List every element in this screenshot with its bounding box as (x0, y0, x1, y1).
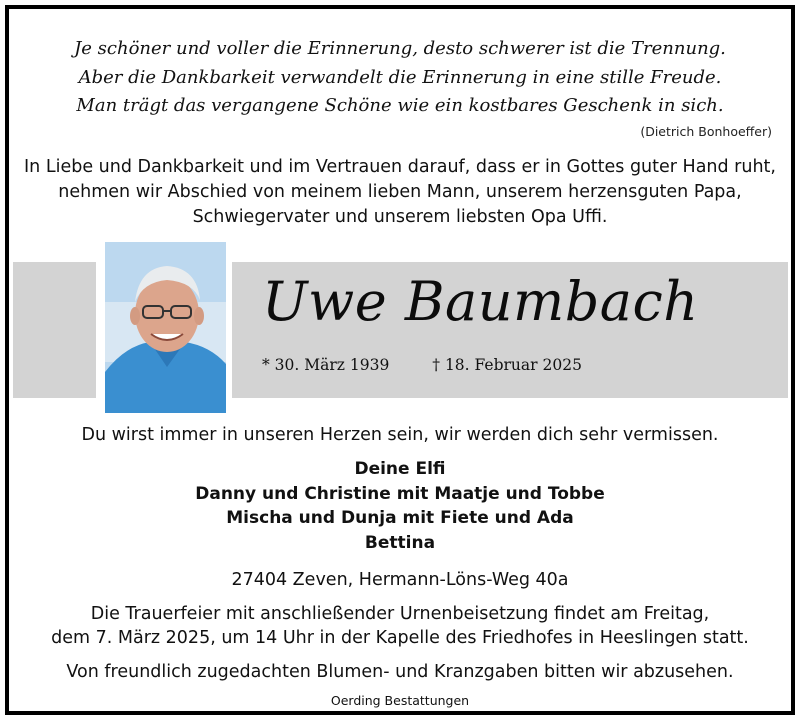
quote-author: (Dietrich Bonhoeffer) (640, 124, 772, 139)
flowers-note: Von freundlich zugedachten Blumen- und Kranzgaben bitten wir abzusehen. (66, 662, 734, 682)
intro-line-3: Schwiegervater und unserem liebsten Opa Uffi. (192, 207, 608, 227)
address: 27404 Zeven, Hermann-Löns-Weg 40a (231, 570, 569, 590)
quote-line-1: Je schöner und voller die Erinnerung, desto schwerer ist die Trennung. (74, 38, 726, 59)
portrait-illustration (105, 242, 226, 413)
birth-date: * 30. März 1939 (262, 356, 390, 374)
family-line-2: Danny und Christine mit Maatje und Tobbe (195, 484, 605, 504)
undertaker-name: Oerding Bestattungen (330, 693, 470, 708)
ceremony-line-1: Die Trauerfeier mit anschließender Urnenbeisetzung findet am Freitag, (90, 604, 710, 624)
family-line-4: Bettina (364, 533, 436, 553)
portrait-photo (105, 242, 226, 413)
death-date: † 18. Februar 2025 (432, 356, 582, 374)
life-dates (262, 356, 582, 374)
intro-line-2: nehmen wir Abschied von meinem lieben Mann, unserem herzensguten Papa, (58, 182, 742, 202)
deceased-name: Uwe Baumbach (262, 270, 699, 333)
intro-line-1: In Liebe und Dankbarkeit und im Vertrauen darauf, dass er in Gottes guter Hand ruht, (24, 157, 776, 177)
quote-line-2: Aber die Dankbarkeit verwandelt die Erinnerung in eine stille Freude. (78, 67, 722, 88)
ceremony-line-2: dem 7. März 2025, um 14 Uhr in der Kapelle des Friedhofes in Heeslingen statt. (51, 628, 749, 648)
quote-line-3: Man trägt das vergangene Schöne wie ein kostbares Geschenk in sich. (76, 95, 724, 116)
family-line-1: Deine Elfi (354, 459, 446, 479)
family-line-3: Mischa und Dunja mit Fiete und Ada (226, 508, 574, 528)
farewell-message: Du wirst immer in unseren Herzen sein, wir werden dich sehr vermissen. (81, 425, 719, 445)
